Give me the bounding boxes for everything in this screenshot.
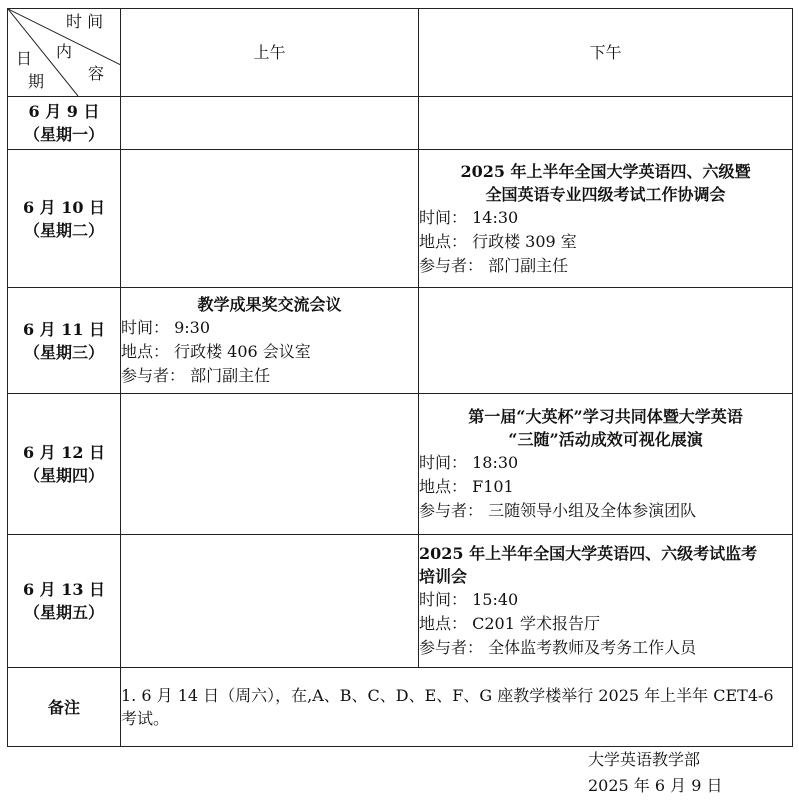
header-time-label: 时 间 (66, 12, 104, 31)
weekday-label: （星期三） (23, 342, 104, 362)
date-cell (8, 288, 121, 394)
signature-block (588, 747, 723, 799)
notes-content (121, 668, 793, 747)
weekday-label: （星期一） (23, 125, 104, 144)
afternoon-event (419, 535, 793, 668)
weekday-label: （星期二） (23, 220, 104, 240)
note-line: 1. 6 月 14 日（周六），在,A、B、C、D、E、F、G 座教学楼举行 2025 年上半年 CET4-6 (121, 686, 774, 705)
afternoon-column-header: 下午 (419, 9, 793, 97)
header-date-label-2: 期 (28, 72, 45, 91)
date-label: 6 月 9 日 (28, 102, 100, 121)
afternoon-event (419, 150, 793, 288)
event-location: 地点： C201 学术报告厅 (419, 614, 600, 633)
event-time: 时间： 15:40 (419, 590, 519, 609)
date-label: 6 月 10 日 (22, 197, 106, 217)
event-time: 时间： 14:30 (419, 207, 519, 227)
event-location: 地点： 行政楼 406 会议室 (121, 342, 311, 361)
signature-date: 2025 年 6 月 9 日 (588, 776, 723, 795)
morning-cell-empty (121, 150, 419, 288)
signature-organization: 大学英语教学部 (588, 750, 701, 769)
weekday-label: （星期四） (23, 466, 104, 485)
weekday-label: （星期五） (23, 603, 104, 622)
date-label: 6 月 13 日 (22, 580, 106, 599)
afternoon-event (419, 394, 793, 535)
table-row (8, 535, 793, 668)
date-label: 6 月 12 日 (22, 443, 106, 462)
morning-cell-empty (121, 394, 419, 535)
table-row (8, 97, 793, 150)
event-title-continued: “三随”活动成效可视化展演 (508, 430, 703, 449)
event-time: 时间： 9:30 (121, 318, 211, 337)
header-content-label-1: 内 (56, 42, 73, 61)
table-row (8, 288, 793, 394)
note-line-continued: 考试。 (121, 709, 170, 728)
header-content-label-2: 容 (88, 64, 105, 83)
morning-column-header: 上午 (121, 9, 419, 97)
event-attendees: 参与者： 部门副主任 (419, 255, 569, 275)
event-title: 2025 年上半年全国大学英语四、六级暨 (460, 161, 751, 181)
table-row (8, 150, 793, 288)
date-cell (8, 150, 121, 288)
afternoon-cell-empty (419, 288, 793, 394)
event-title: 教学成果奖交流会议 (197, 295, 342, 314)
date-cell (8, 97, 121, 150)
table-row (8, 394, 793, 535)
event-location: 地点： 行政楼 309 室 (419, 231, 577, 251)
afternoon-cell-empty (419, 97, 793, 150)
header-date-label-1: 日 (16, 49, 33, 68)
event-time: 时间： 18:30 (419, 453, 519, 472)
notes-label: 备注 (8, 668, 121, 747)
event-attendees: 参与者： 部门副主任 (121, 366, 271, 385)
event-location: 地点： F101 (419, 477, 514, 496)
date-cell (8, 394, 121, 535)
morning-cell-empty (121, 97, 419, 150)
date-cell (8, 535, 121, 668)
event-attendees: 参与者： 全体监考教师及考务工作人员 (419, 638, 697, 657)
event-title: 2025 年上半年全国大学英语四、六级考试监考 (419, 544, 758, 563)
morning-event (121, 288, 419, 394)
weekly-schedule-table (7, 8, 793, 747)
event-title: 第一届“大英杯”学习共同体暨大学英语 (468, 407, 743, 426)
event-attendees: 参与者： 三随领导小组及全体参演团队 (419, 501, 697, 520)
header-row (8, 9, 793, 97)
event-title-continued: 全国英语专业四级考试工作协调会 (485, 184, 726, 204)
event-title-continued: 培训会 (419, 567, 468, 586)
diagonal-header-cell (8, 9, 121, 97)
morning-cell-empty (121, 535, 419, 668)
date-label: 6 月 11 日 (22, 319, 106, 339)
notes-row (8, 668, 793, 747)
